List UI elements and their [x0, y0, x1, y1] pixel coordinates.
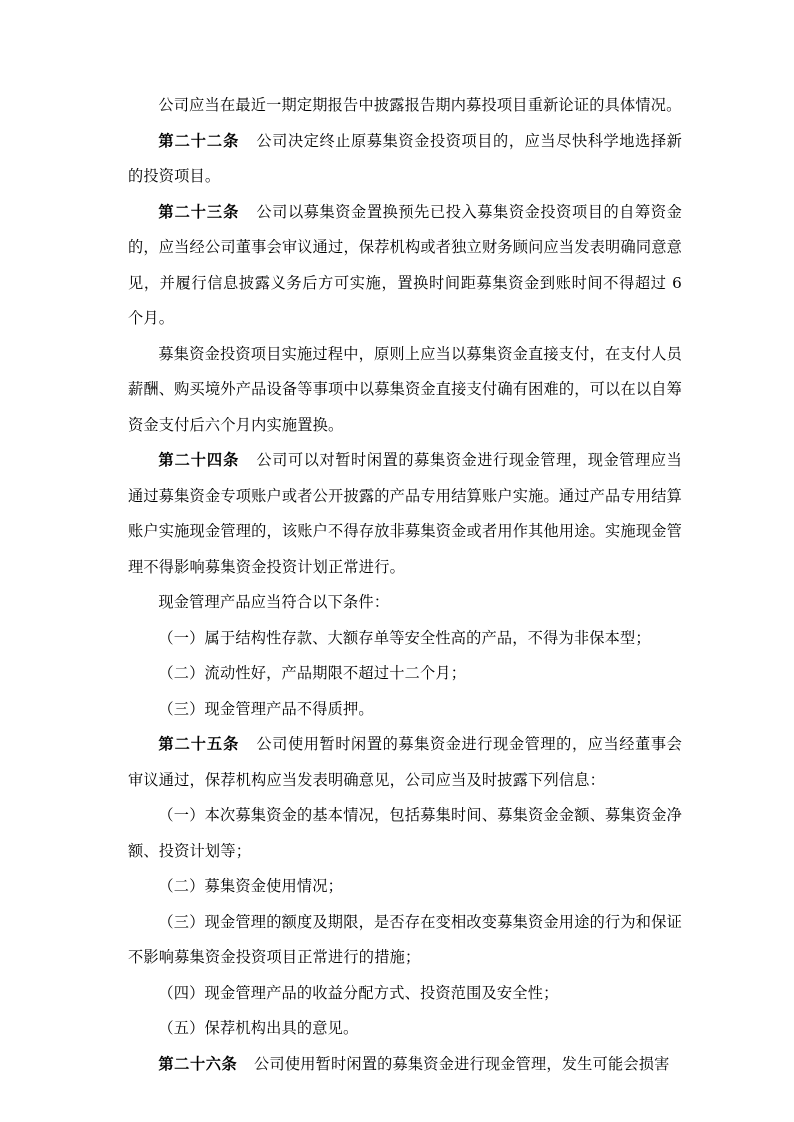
document-body	[128, 88, 682, 1082]
article-paragraph	[128, 443, 682, 585]
paragraph-text: （二）流动性好，产品期限不超过十二个月；	[158, 664, 467, 682]
paragraph-text: 公司以募集资金置换预先已投入募集资金投资项目的自筹资金的，应当经公司董事会审议通过，保荐机构或者独立财务顾问应当发表明确同意意见，并履行信息披露义务后方可实施，置换时间距募集资金到账时间不得超过 6 个月。	[128, 202, 682, 327]
paragraph	[128, 585, 682, 621]
paragraph-text: 公司使用暂时闲置的募集资金进行现金管理，发生可能会损害	[254, 1054, 670, 1073]
list-item	[128, 656, 682, 692]
paragraph-text: 公司决定终止原募集资金投资项目的，应当尽快科学地选择新的投资项目。	[128, 131, 682, 185]
paragraph-text: （一）本次募集资金的基本情况，包括募集时间、募集资金金额、募集资金净额、投资计划等；	[128, 806, 682, 860]
list-item	[128, 905, 682, 976]
article-heading: 第二十四条	[158, 451, 240, 469]
paragraph	[128, 337, 682, 444]
article-paragraph	[128, 1047, 682, 1083]
paragraph-text: 现金管理产品应当符合以下条件：	[158, 593, 390, 611]
paragraph-text: （三）现金管理产品不得质押。	[158, 699, 374, 718]
article-heading: 第二十五条	[158, 735, 240, 753]
list-item	[128, 798, 682, 869]
list-item	[128, 976, 682, 1012]
paragraph-text: （三）现金管理的额度及期限，是否存在变相改变募集资金用途的行为和保证不影响募集资金投资项目正常进行的措施；	[128, 912, 682, 966]
article-paragraph	[128, 727, 682, 798]
article-paragraph	[128, 195, 682, 337]
article-paragraph	[128, 124, 682, 195]
list-item	[128, 621, 682, 657]
paragraph-text: （二）募集资金使用情况；	[158, 877, 344, 895]
paragraph-text: （一）属于结构性存款、大额存单等安全性高的产品，不得为非保本型；	[158, 628, 651, 647]
list-item	[128, 869, 682, 905]
paragraph-text: 募集资金投资项目实施过程中，原则上应当以募集资金直接支付，在支付人员薪酬、购买境外产品设备等事项中以募集资金直接支付确有困难的，可以在以自筹资金支付后六个月内实施置换。	[128, 344, 682, 434]
paragraph-text: 公司应当在最近一期定期报告中披露报告期内募投项目重新论证的具体情况。	[158, 96, 682, 114]
paragraph-text: 公司使用暂时闲置的募集资金进行现金管理的，应当经董事会审议通过，保荐机构应当发表明确意见，公司应当及时披露下列信息：	[128, 735, 682, 789]
paragraph-text: （四）现金管理产品的收益分配方式、投资范围及安全性；	[158, 983, 559, 1002]
article-heading: 第二十三条	[158, 202, 240, 221]
paragraph	[128, 88, 682, 124]
paragraph-text: （五）保荐机构出具的意见。	[158, 1019, 359, 1037]
list-item	[128, 1011, 682, 1047]
article-heading: 第二十六条	[158, 1054, 238, 1073]
paragraph-text: 公司可以对暂时闲置的募集资金进行现金管理，现金管理应当通过募集资金专项账户或者公开披露的产品专用结算账户实施。通过产品专用结算账户实施现金管理的，该账户不得存放非募集资金或者用作其他用途。实施现金管理不得影响募集资金投资计划正常进行。	[128, 451, 682, 576]
article-heading: 第二十二条	[158, 131, 240, 150]
list-item	[128, 692, 682, 728]
